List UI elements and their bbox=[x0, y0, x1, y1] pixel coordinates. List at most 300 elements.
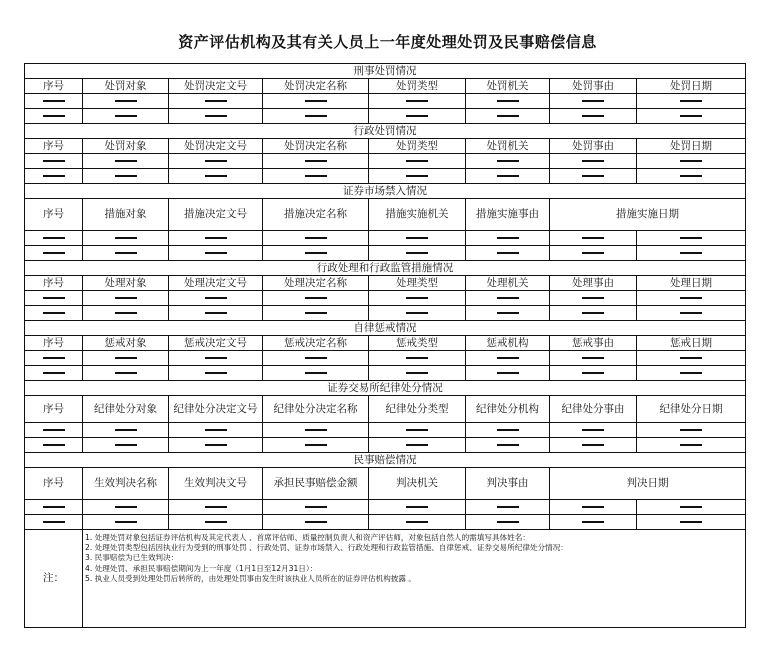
table-cell bbox=[169, 351, 263, 366]
empty-dash bbox=[205, 100, 227, 102]
table-cell bbox=[637, 366, 746, 381]
empty-dash bbox=[582, 429, 604, 431]
table-cell bbox=[550, 291, 637, 306]
empty-dash bbox=[205, 429, 227, 431]
empty-dash bbox=[680, 444, 702, 446]
empty-dash bbox=[43, 237, 65, 239]
table-cell bbox=[466, 154, 550, 169]
table-cell bbox=[466, 351, 550, 366]
empty-dash bbox=[205, 521, 227, 523]
column-header: 处罚事由 bbox=[550, 79, 637, 94]
empty-dash bbox=[115, 100, 137, 102]
table-cell bbox=[25, 351, 83, 366]
table-row bbox=[25, 94, 746, 109]
table-cell bbox=[637, 423, 746, 438]
table-cell bbox=[169, 515, 263, 530]
empty-dash bbox=[680, 429, 702, 431]
column-header: 序号 bbox=[25, 396, 83, 423]
empty-dash bbox=[115, 372, 137, 374]
table-cell bbox=[263, 366, 369, 381]
section-title-row-administrative-penalty bbox=[25, 124, 746, 139]
empty-dash bbox=[406, 252, 428, 254]
empty-dash bbox=[305, 252, 327, 254]
table-cell bbox=[466, 291, 550, 306]
empty-dash bbox=[305, 100, 327, 102]
table-cell bbox=[25, 231, 83, 246]
column-header: 纪律处分决定文号 bbox=[169, 396, 263, 423]
empty-dash bbox=[582, 506, 604, 508]
section-title-row-market-ban bbox=[25, 184, 746, 199]
empty-dash bbox=[205, 357, 227, 359]
empty-dash bbox=[406, 444, 428, 446]
column-header: 惩戒对象 bbox=[83, 336, 169, 351]
empty-dash bbox=[582, 252, 604, 254]
table-cell bbox=[466, 438, 550, 453]
empty-dash bbox=[406, 312, 428, 314]
empty-dash bbox=[406, 521, 428, 523]
empty-dash bbox=[43, 115, 65, 117]
column-header: 处罚日期 bbox=[637, 139, 746, 154]
note-line: 2. 处理处罚类型包括因执业行为受到的刑事处罚 、行政处罚、证券市场禁入、行政处理和行政监管措施、自律惩戒、证券交易所纪律处分情况： bbox=[85, 543, 568, 553]
empty-dash bbox=[43, 444, 65, 446]
table-cell bbox=[466, 500, 550, 515]
table-cell bbox=[263, 423, 369, 438]
table-cell bbox=[263, 291, 369, 306]
notes-label: 注： bbox=[25, 530, 83, 628]
section-title: 证券市场禁入情况 bbox=[25, 184, 746, 199]
empty-dash bbox=[582, 115, 604, 117]
empty-dash bbox=[497, 312, 519, 314]
table-cell bbox=[550, 500, 637, 515]
empty-dash bbox=[305, 115, 327, 117]
empty-dash bbox=[115, 521, 137, 523]
empty-dash bbox=[680, 115, 702, 117]
table-cell bbox=[550, 515, 637, 530]
column-header: 处罚日期 bbox=[637, 79, 746, 94]
section-title-row-administrative-measures bbox=[25, 261, 746, 276]
empty-dash bbox=[305, 506, 327, 508]
table-cell bbox=[263, 109, 369, 124]
table-cell bbox=[369, 515, 466, 530]
section-title: 自律惩戒情况 bbox=[25, 321, 746, 336]
table-cell bbox=[263, 515, 369, 530]
table-cell bbox=[263, 351, 369, 366]
empty-dash bbox=[497, 237, 519, 239]
empty-dash bbox=[305, 175, 327, 177]
table-cell bbox=[83, 515, 169, 530]
column-header: 纪律处分对象 bbox=[83, 396, 169, 423]
table-cell bbox=[466, 94, 550, 109]
table-cell bbox=[466, 169, 550, 184]
empty-dash bbox=[43, 312, 65, 314]
empty-dash bbox=[205, 252, 227, 254]
table-cell bbox=[25, 515, 83, 530]
column-header: 处罚对象 bbox=[83, 79, 169, 94]
table-cell bbox=[550, 154, 637, 169]
column-header: 处罚机关 bbox=[466, 79, 550, 94]
table-cell bbox=[550, 246, 637, 261]
empty-dash bbox=[305, 237, 327, 239]
empty-dash bbox=[43, 175, 65, 177]
column-header: 处理事由 bbox=[550, 276, 637, 291]
table-cell bbox=[369, 94, 466, 109]
table-cell bbox=[25, 366, 83, 381]
empty-dash bbox=[680, 100, 702, 102]
table-cell bbox=[25, 94, 83, 109]
empty-dash bbox=[205, 312, 227, 314]
header-row bbox=[25, 79, 746, 94]
column-header: 序号 bbox=[25, 199, 83, 231]
table-cell bbox=[263, 169, 369, 184]
empty-dash bbox=[406, 429, 428, 431]
empty-dash bbox=[115, 506, 137, 508]
column-header: 措施实施日期 bbox=[550, 199, 746, 231]
table-cell bbox=[369, 351, 466, 366]
empty-dash bbox=[680, 312, 702, 314]
table-cell bbox=[83, 246, 169, 261]
empty-dash bbox=[305, 312, 327, 314]
column-header: 处罚决定名称 bbox=[263, 79, 369, 94]
empty-dash bbox=[115, 175, 137, 177]
document-title: 资产评估机构及其有关人员上一年度处理处罚及民事赔偿信息 bbox=[178, 33, 597, 51]
empty-dash bbox=[406, 100, 428, 102]
table-cell bbox=[25, 109, 83, 124]
column-header: 惩戒决定名称 bbox=[263, 336, 369, 351]
empty-dash bbox=[43, 506, 65, 508]
empty-dash bbox=[305, 444, 327, 446]
empty-dash bbox=[582, 297, 604, 299]
column-header: 承担民事赔偿金额 bbox=[263, 468, 369, 500]
empty-dash bbox=[582, 357, 604, 359]
table-cell bbox=[637, 351, 746, 366]
empty-dash bbox=[582, 444, 604, 446]
empty-dash bbox=[43, 357, 65, 359]
table-cell bbox=[369, 246, 466, 261]
section-title-row-exchange-discipline bbox=[25, 381, 746, 396]
empty-dash bbox=[497, 444, 519, 446]
empty-dash bbox=[205, 444, 227, 446]
empty-dash bbox=[680, 521, 702, 523]
header-row bbox=[25, 396, 746, 423]
table-cell bbox=[169, 109, 263, 124]
header-row bbox=[25, 336, 746, 351]
table-cell bbox=[369, 109, 466, 124]
table-cell bbox=[169, 154, 263, 169]
column-header: 处罚决定文号 bbox=[169, 139, 263, 154]
empty-dash bbox=[205, 372, 227, 374]
table-cell bbox=[369, 500, 466, 515]
empty-dash bbox=[205, 175, 227, 177]
column-header: 处理日期 bbox=[637, 276, 746, 291]
table-cell bbox=[550, 366, 637, 381]
column-header: 惩戒事由 bbox=[550, 336, 637, 351]
table-cell bbox=[169, 306, 263, 321]
table-cell bbox=[550, 231, 637, 246]
table-cell bbox=[550, 109, 637, 124]
table-row bbox=[25, 438, 746, 453]
table-cell bbox=[83, 94, 169, 109]
empty-dash bbox=[582, 100, 604, 102]
empty-dash bbox=[115, 312, 137, 314]
column-header: 处罚类型 bbox=[369, 139, 466, 154]
empty-dash bbox=[305, 521, 327, 523]
empty-dash bbox=[497, 521, 519, 523]
table-cell bbox=[83, 306, 169, 321]
table-cell bbox=[550, 423, 637, 438]
table-cell bbox=[466, 515, 550, 530]
empty-dash bbox=[680, 237, 702, 239]
table-row bbox=[25, 246, 746, 261]
table-row bbox=[25, 500, 746, 515]
table-cell bbox=[637, 169, 746, 184]
column-header: 序号 bbox=[25, 276, 83, 291]
empty-dash bbox=[497, 252, 519, 254]
empty-dash bbox=[680, 372, 702, 374]
note-line: 3. 民事赔偿为已生效判决： bbox=[85, 553, 179, 563]
column-header: 处罚类型 bbox=[369, 79, 466, 94]
column-header: 纪律处分类型 bbox=[369, 396, 466, 423]
empty-dash bbox=[680, 252, 702, 254]
table-cell bbox=[466, 366, 550, 381]
table-cell bbox=[637, 291, 746, 306]
table-cell bbox=[169, 94, 263, 109]
table-cell bbox=[466, 246, 550, 261]
empty-dash bbox=[43, 521, 65, 523]
empty-dash bbox=[305, 297, 327, 299]
notes-row bbox=[25, 530, 746, 628]
column-header: 纪律处分事由 bbox=[550, 396, 637, 423]
column-header: 措施实施机关 bbox=[369, 199, 466, 231]
empty-dash bbox=[497, 357, 519, 359]
empty-dash bbox=[497, 429, 519, 431]
column-header: 序号 bbox=[25, 79, 83, 94]
section-title: 刑事处罚情况 bbox=[25, 64, 746, 79]
empty-dash bbox=[406, 297, 428, 299]
header-row bbox=[25, 468, 746, 500]
empty-dash bbox=[305, 160, 327, 162]
empty-dash bbox=[43, 297, 65, 299]
table-row bbox=[25, 109, 746, 124]
section-title-row-civil-compensation bbox=[25, 453, 746, 468]
table-cell bbox=[25, 423, 83, 438]
empty-dash bbox=[582, 160, 604, 162]
empty-dash bbox=[406, 506, 428, 508]
table-row bbox=[25, 515, 746, 530]
table-cell bbox=[263, 94, 369, 109]
table-cell bbox=[83, 366, 169, 381]
column-header: 纪律处分机构 bbox=[466, 396, 550, 423]
empty-dash bbox=[115, 297, 137, 299]
column-header: 惩戒决定文号 bbox=[169, 336, 263, 351]
table-cell bbox=[169, 500, 263, 515]
table-cell bbox=[369, 291, 466, 306]
empty-dash bbox=[497, 372, 519, 374]
column-header: 处罚机关 bbox=[466, 139, 550, 154]
table-cell bbox=[637, 438, 746, 453]
header-row bbox=[25, 276, 746, 291]
empty-dash bbox=[406, 237, 428, 239]
empty-dash bbox=[115, 115, 137, 117]
table-cell bbox=[637, 231, 746, 246]
empty-dash bbox=[497, 100, 519, 102]
table-cell bbox=[263, 231, 369, 246]
empty-dash bbox=[43, 429, 65, 431]
table-row bbox=[25, 291, 746, 306]
empty-dash bbox=[406, 115, 428, 117]
table-cell bbox=[263, 500, 369, 515]
notes-content bbox=[83, 530, 746, 628]
table-cell bbox=[83, 154, 169, 169]
table-row bbox=[25, 154, 746, 169]
table-cell bbox=[550, 169, 637, 184]
table-cell bbox=[25, 500, 83, 515]
empty-dash bbox=[205, 160, 227, 162]
column-header: 处理对象 bbox=[83, 276, 169, 291]
table-row bbox=[25, 169, 746, 184]
table-cell bbox=[169, 366, 263, 381]
table-cell bbox=[25, 291, 83, 306]
empty-dash bbox=[582, 312, 604, 314]
empty-dash bbox=[406, 372, 428, 374]
table-cell bbox=[169, 246, 263, 261]
column-header: 判决机关 bbox=[369, 468, 466, 500]
empty-dash bbox=[582, 237, 604, 239]
section-title: 行政处理和行政监管措施情况 bbox=[25, 261, 746, 276]
table-cell bbox=[369, 423, 466, 438]
table-cell bbox=[169, 169, 263, 184]
table-cell bbox=[25, 169, 83, 184]
empty-dash bbox=[582, 372, 604, 374]
table-cell bbox=[369, 154, 466, 169]
empty-dash bbox=[115, 237, 137, 239]
empty-dash bbox=[43, 160, 65, 162]
table-cell bbox=[637, 94, 746, 109]
table-cell bbox=[369, 231, 466, 246]
column-header: 序号 bbox=[25, 139, 83, 154]
section-title: 行政处罚情况 bbox=[25, 124, 746, 139]
table-cell bbox=[83, 109, 169, 124]
table-cell bbox=[25, 154, 83, 169]
empty-dash bbox=[115, 252, 137, 254]
table-cell bbox=[637, 515, 746, 530]
empty-dash bbox=[680, 297, 702, 299]
empty-dash bbox=[115, 444, 137, 446]
table-cell bbox=[263, 438, 369, 453]
note-line: 1. 处理处罚对象包括证券评估机构及其定代表人 、首席评估师、质量控制负责人和资产评估师，对象包括自然人的需填写具体姓名： bbox=[85, 533, 530, 542]
table-cell bbox=[550, 306, 637, 321]
column-header: 惩戒日期 bbox=[637, 336, 746, 351]
table-cell bbox=[83, 291, 169, 306]
empty-dash bbox=[115, 357, 137, 359]
section-title: 证券交易所纪律处分情况 bbox=[25, 381, 746, 396]
table-cell bbox=[83, 169, 169, 184]
empty-dash bbox=[406, 160, 428, 162]
column-header: 处罚决定文号 bbox=[169, 79, 263, 94]
table-cell bbox=[83, 500, 169, 515]
column-header: 处理机关 bbox=[466, 276, 550, 291]
note-line: 4. 处理处罚、承担民事赔偿期间为上一年度（1月1日至12月31日）： bbox=[85, 563, 318, 573]
column-header: 纪律处分决定名称 bbox=[263, 396, 369, 423]
empty-dash bbox=[205, 506, 227, 508]
empty-dash bbox=[497, 297, 519, 299]
table-cell bbox=[169, 291, 263, 306]
table-row bbox=[25, 231, 746, 246]
section-title-row-self-discipline bbox=[25, 321, 746, 336]
table-cell bbox=[83, 351, 169, 366]
column-header: 处罚事由 bbox=[550, 139, 637, 154]
empty-dash bbox=[406, 175, 428, 177]
empty-dash bbox=[205, 237, 227, 239]
column-header: 措施决定文号 bbox=[169, 199, 263, 231]
column-header: 处理决定名称 bbox=[263, 276, 369, 291]
empty-dash bbox=[205, 115, 227, 117]
table-cell bbox=[466, 423, 550, 438]
table-cell bbox=[25, 438, 83, 453]
section-title: 民事赔偿情况 bbox=[25, 453, 746, 468]
table-cell bbox=[263, 306, 369, 321]
column-header: 措施对象 bbox=[83, 199, 169, 231]
table-cell bbox=[369, 366, 466, 381]
empty-dash bbox=[680, 506, 702, 508]
table-cell bbox=[25, 306, 83, 321]
header-row bbox=[25, 199, 746, 231]
column-header: 序号 bbox=[25, 468, 83, 500]
table-cell bbox=[637, 109, 746, 124]
column-header: 措施决定名称 bbox=[263, 199, 369, 231]
column-header: 纪律处分日期 bbox=[637, 396, 746, 423]
column-header: 处罚对象 bbox=[83, 139, 169, 154]
disclosure-table bbox=[24, 63, 746, 628]
empty-dash bbox=[305, 429, 327, 431]
column-header: 判决事由 bbox=[466, 468, 550, 500]
empty-dash bbox=[205, 297, 227, 299]
table-cell bbox=[637, 306, 746, 321]
empty-dash bbox=[497, 115, 519, 117]
empty-dash bbox=[115, 160, 137, 162]
column-header: 序号 bbox=[25, 336, 83, 351]
table-cell bbox=[550, 351, 637, 366]
table-cell bbox=[25, 246, 83, 261]
table-row bbox=[25, 366, 746, 381]
table-cell bbox=[637, 500, 746, 515]
table-cell bbox=[169, 231, 263, 246]
table-row bbox=[25, 351, 746, 366]
column-header: 判决日期 bbox=[550, 468, 746, 500]
column-header: 处理类型 bbox=[369, 276, 466, 291]
table-cell bbox=[83, 423, 169, 438]
empty-dash bbox=[43, 372, 65, 374]
note-line: 5. 执业人员受到处理处罚后转所的，由处理处罚事由发生时该执业人员所在的证券评估机构披露 。 bbox=[85, 573, 417, 583]
table-cell bbox=[83, 231, 169, 246]
table-cell bbox=[169, 438, 263, 453]
empty-dash bbox=[582, 175, 604, 177]
table-cell bbox=[263, 154, 369, 169]
table-cell bbox=[550, 438, 637, 453]
table-cell bbox=[550, 94, 637, 109]
table-row bbox=[25, 306, 746, 321]
column-header: 生效判决名称 bbox=[83, 468, 169, 500]
table-cell bbox=[263, 246, 369, 261]
table-cell bbox=[83, 438, 169, 453]
column-header: 生效判决文号 bbox=[169, 468, 263, 500]
column-header: 措施实施事由 bbox=[466, 199, 550, 231]
empty-dash bbox=[305, 372, 327, 374]
table-cell bbox=[466, 109, 550, 124]
header-row bbox=[25, 139, 746, 154]
table-cell bbox=[369, 169, 466, 184]
empty-dash bbox=[680, 160, 702, 162]
column-header: 惩戒机构 bbox=[466, 336, 550, 351]
